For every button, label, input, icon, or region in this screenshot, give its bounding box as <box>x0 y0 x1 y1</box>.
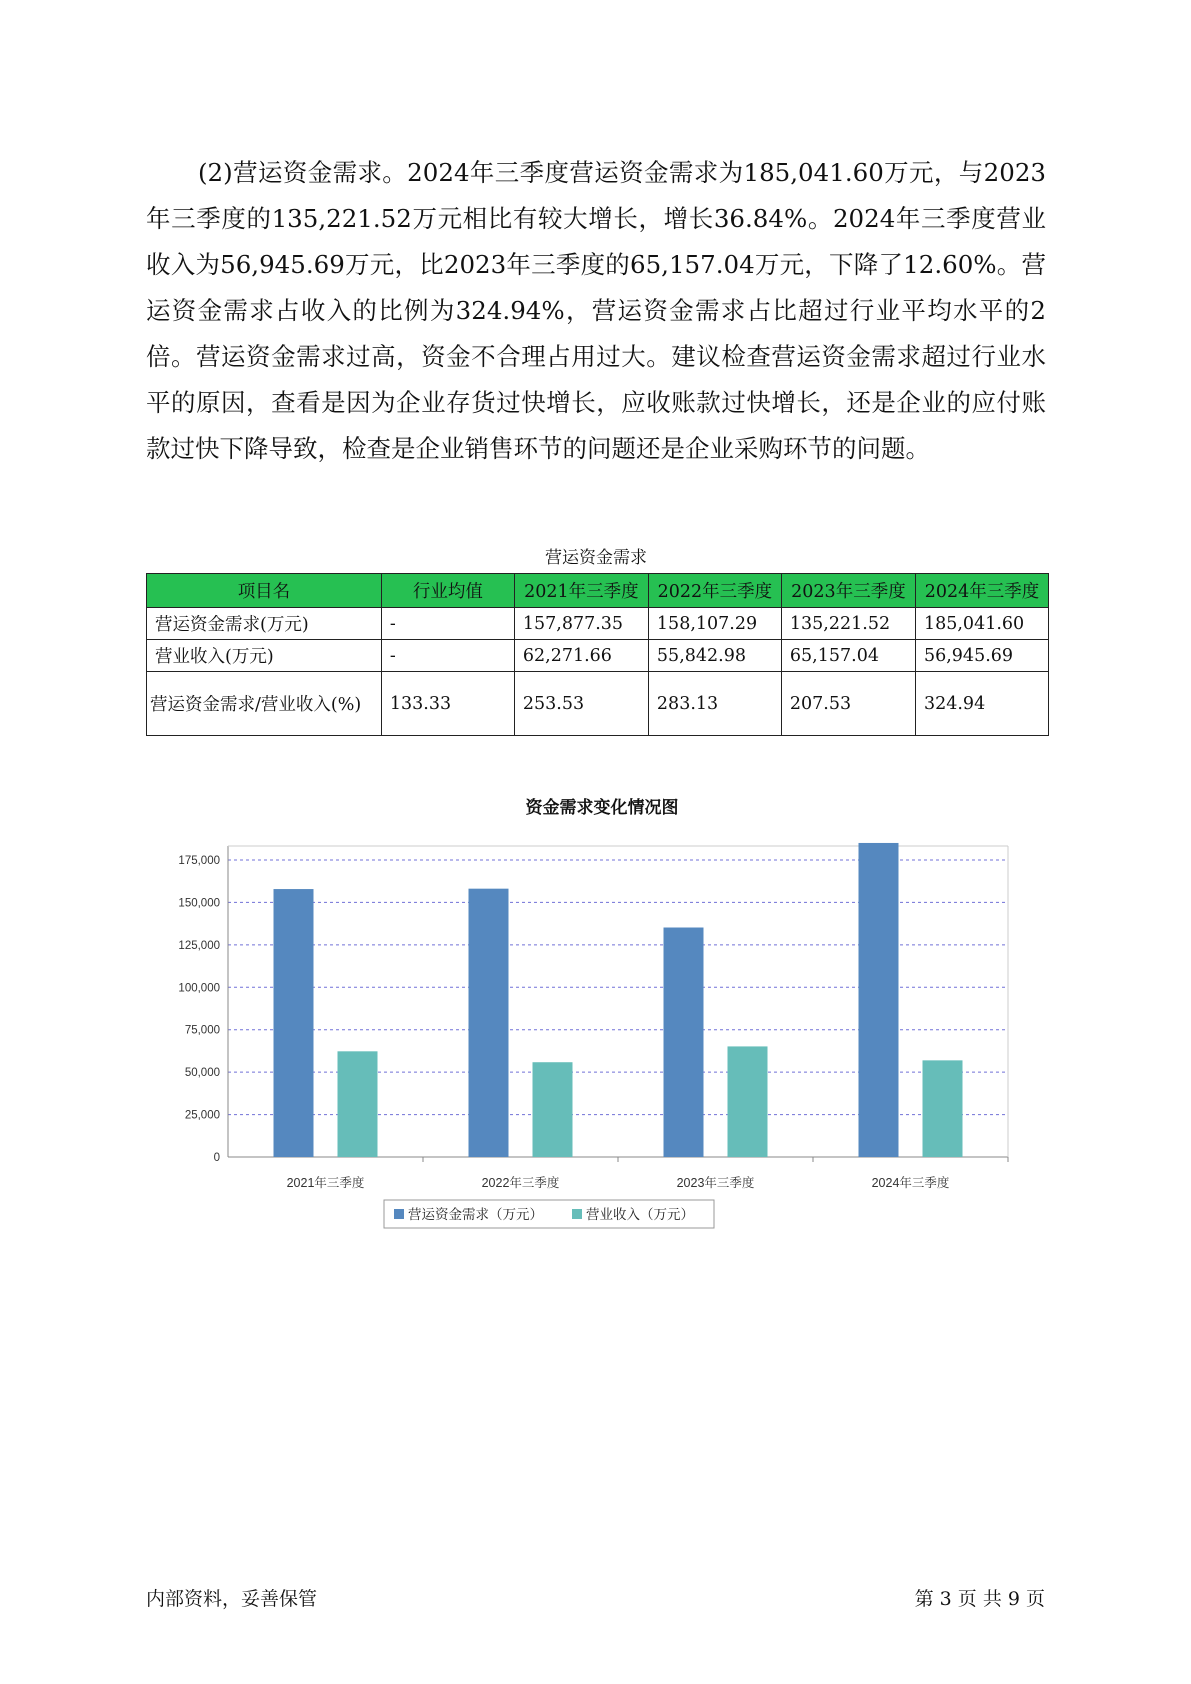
table-cell: - <box>381 608 514 640</box>
x-tick-label: 2022年三季度 <box>481 1176 560 1190</box>
table-row <box>147 640 1049 672</box>
table-cell: - <box>381 640 514 672</box>
funding-demand-chart <box>146 785 1046 1245</box>
bar-working-capital <box>274 889 314 1157</box>
table-header-row <box>147 574 1049 608</box>
table-cell: 324.94 <box>915 672 1048 736</box>
legend-swatch <box>394 1209 404 1219</box>
table-cell: 65,157.04 <box>781 640 915 672</box>
x-tick-label: 2023年三季度 <box>676 1176 755 1190</box>
table-caption: 营运资金需求 <box>545 548 647 568</box>
working-capital-table <box>146 573 1049 736</box>
table-cell: 55,842.98 <box>648 640 781 672</box>
header-cell: 2024年三季度 <box>915 574 1048 608</box>
footer-page-number: 第 3 页 共 9 页 <box>914 1588 1045 1610</box>
y-tick-label: 125,000 <box>178 939 220 952</box>
chart-title: 资金需求变化情况图 <box>525 798 679 817</box>
bar-working-capital <box>664 928 704 1157</box>
table-row <box>147 672 1049 736</box>
table-cell: 157,877.35 <box>514 608 648 640</box>
table-cell: 158,107.29 <box>648 608 781 640</box>
header-cell: 项目名 <box>147 574 382 608</box>
header-cell: 2023年三季度 <box>781 574 915 608</box>
footer-confidential-note: 内部资料，妥善保管 <box>146 1588 318 1610</box>
legend-label: 营业收入（万元） <box>586 1207 694 1222</box>
table-row <box>147 608 1049 640</box>
y-tick-label: 100,000 <box>178 982 220 995</box>
table-cell: 253.53 <box>514 672 648 736</box>
header-cell: 2021年三季度 <box>514 574 648 608</box>
y-tick-label: 150,000 <box>178 897 220 910</box>
table-cell: 营运资金需求(万元) <box>147 608 382 640</box>
bar-revenue <box>533 1062 573 1157</box>
header-cell: 2022年三季度 <box>648 574 781 608</box>
table-cell: 营业收入(万元) <box>147 640 382 672</box>
table-cell: 62,271.66 <box>514 640 648 672</box>
chart-svg <box>146 785 1046 1245</box>
table-cell: 283.13 <box>648 672 781 736</box>
table-cell: 135,221.52 <box>781 608 915 640</box>
table-cell: 207.53 <box>781 672 915 736</box>
legend-label: 营运资金需求（万元） <box>408 1207 543 1222</box>
x-tick-label: 2024年三季度 <box>871 1176 950 1190</box>
y-tick-label: 175,000 <box>178 855 220 867</box>
table-cell: 营运资金需求/营业收入(%) <box>147 672 382 736</box>
paragraph-working-capital: (2)营运资金需求。2024年三季度营运资金需求为185,041.60万元，与2023年三季度的135,221.52万元相比有较大增长，增长36.84%。2024年三季度营业收入为56,945.69万元，比2023年三季度的65,157.04万元，下降了12.60%。营运资金需求占收入的比例为324.94%，营运资金需求占比超过行业平均水平的2倍。营运资金需求过高，资金不合理占用过大。建议检查营运资金需求超过行业水平的原因，查看是因为企业存货过快增长，应收账款过快增长，还是企业的应付账款过快下降导致，检查是企业销售环节的问题还是企业采购环节的问题。 <box>146 158 1046 463</box>
y-tick-label: 0 <box>213 1152 220 1164</box>
x-tick-label: 2021年三季度 <box>286 1176 365 1190</box>
header-cell: 行业均值 <box>381 574 514 608</box>
legend-swatch <box>572 1209 582 1219</box>
y-tick-label: 25,000 <box>184 1109 220 1122</box>
bar-revenue <box>338 1051 378 1157</box>
table-cell: 185,041.60 <box>915 608 1048 640</box>
table-cell: 56,945.69 <box>915 640 1048 672</box>
bar-working-capital <box>469 889 509 1157</box>
bar-revenue <box>923 1060 963 1157</box>
table-cell: 133.33 <box>381 672 514 736</box>
y-tick-label: 75,000 <box>184 1024 220 1037</box>
bar-revenue <box>728 1046 768 1157</box>
y-tick-label: 50,000 <box>184 1067 220 1080</box>
bar-working-capital <box>859 843 899 1157</box>
